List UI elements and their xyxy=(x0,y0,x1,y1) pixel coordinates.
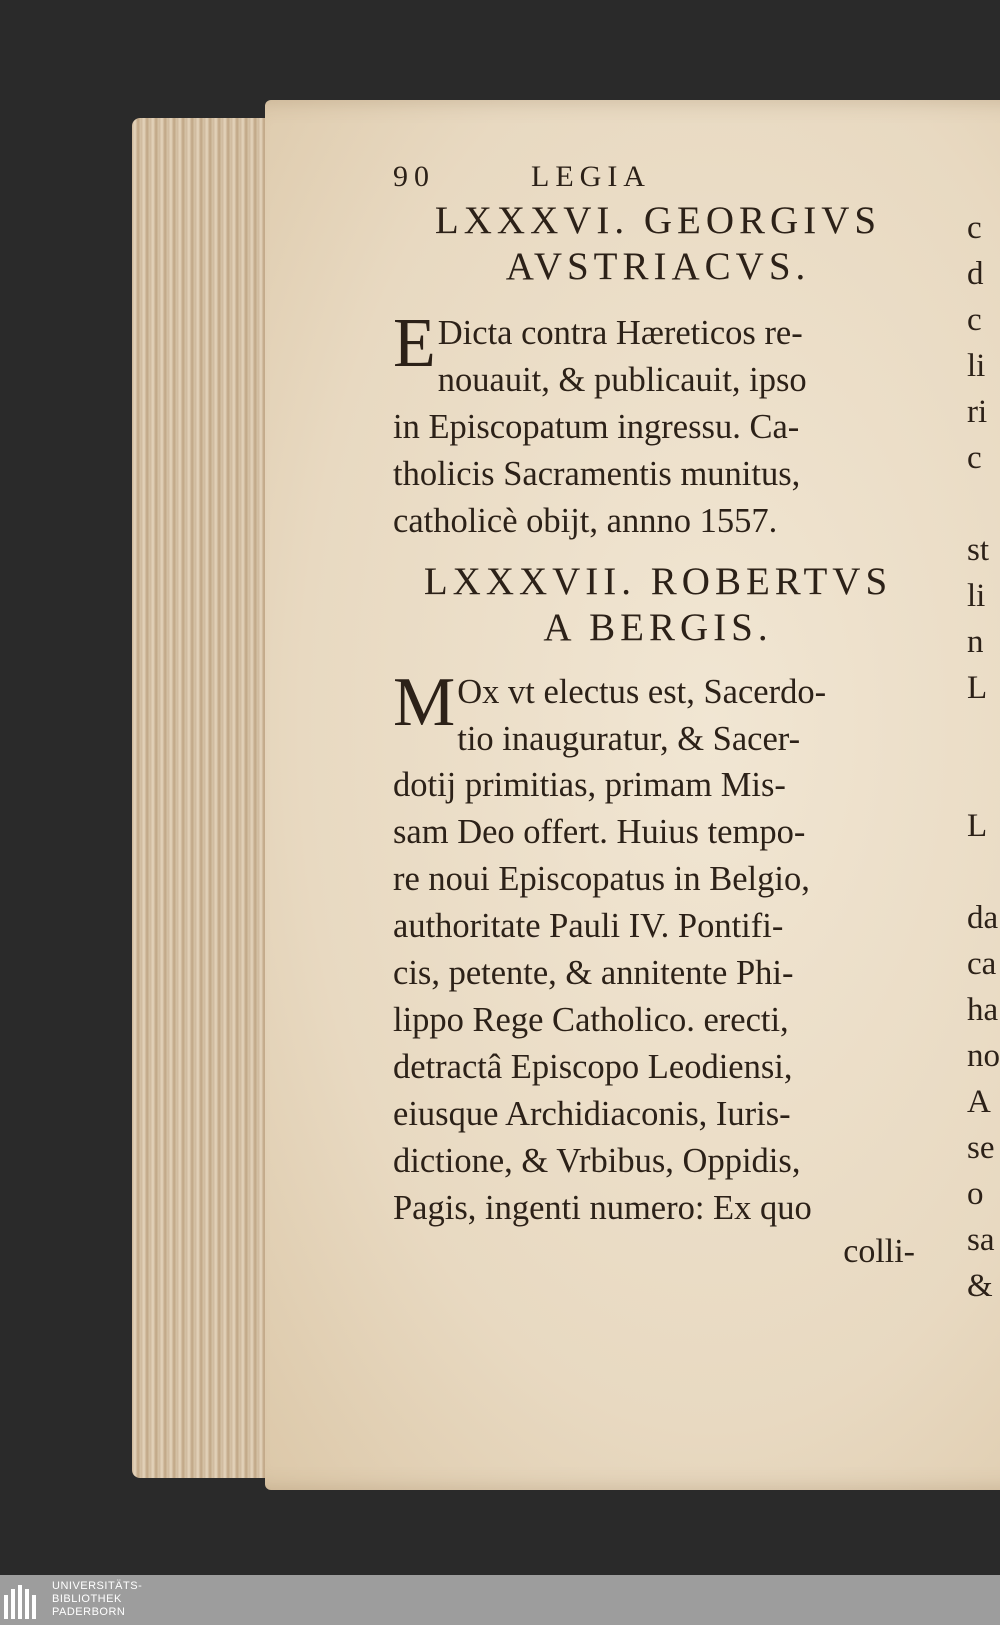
heading-line: LXXXVII. ROBERTVS xyxy=(423,559,893,603)
text-line: cis, petente, & annitente Phi- xyxy=(393,954,794,993)
heading-line: A BERGIS. xyxy=(543,605,773,649)
fragment: & xyxy=(967,1268,993,1304)
fragment: li xyxy=(967,578,986,614)
fragment: ha xyxy=(967,992,999,1028)
logo-line: UNIVERSITÄTS- xyxy=(52,1580,143,1592)
text-line: dotij primitias, primam Mis- xyxy=(393,766,786,805)
fragment: se xyxy=(967,1130,995,1166)
fragment: c xyxy=(967,302,982,338)
fragment xyxy=(967,711,1000,757)
fragment: L xyxy=(967,670,988,706)
page-edges xyxy=(132,118,272,1478)
fragment xyxy=(967,849,1000,895)
fragment: no xyxy=(967,1038,1000,1074)
library-logo-text xyxy=(52,1580,142,1619)
fragment: ca xyxy=(967,946,997,982)
running-head xyxy=(393,160,923,194)
entry-paragraph xyxy=(393,663,923,1232)
fragment: li xyxy=(967,348,986,384)
text-line: in Episcopatum ingressu. Ca- xyxy=(393,407,800,446)
entry-paragraph xyxy=(393,305,923,545)
text-line: Dicta contra Hæreticos re- xyxy=(437,314,803,353)
text-line: sam Deo offert. Huius tempo- xyxy=(393,813,806,852)
text-line: eiusque Archidiaconis, Iuris- xyxy=(393,1094,791,1133)
page-number: 90 xyxy=(393,160,435,193)
drop-initial: E xyxy=(393,305,436,383)
logo-line: PADERBORN xyxy=(52,1606,126,1618)
entry-heading xyxy=(393,198,923,290)
drop-initial: M xyxy=(393,663,456,741)
library-logo-icon xyxy=(4,1581,44,1619)
text-line: catholicè obijt, annno 1557. xyxy=(393,501,778,540)
fragment: st xyxy=(967,532,990,568)
running-title: LEGIA xyxy=(531,160,651,193)
text-line: detractâ Episcopo Leodiensi, xyxy=(393,1047,793,1086)
fragment: A xyxy=(967,1084,991,1120)
fragment: o xyxy=(967,1176,984,1212)
catchword: colli- xyxy=(843,1233,915,1271)
heading-line: AVSTRIACVS. xyxy=(505,245,811,289)
footer-bar xyxy=(0,1575,1000,1625)
page-text xyxy=(393,160,923,1271)
text-line: tio inauguratur, & Sacer- xyxy=(457,719,801,758)
text-line: Ox vt electus est, Sacerdo- xyxy=(457,672,827,711)
entry-heading xyxy=(393,559,923,651)
fragment xyxy=(967,481,1000,527)
heading-line: LXXXVI. GEORGIVS xyxy=(434,199,882,242)
fragment xyxy=(967,757,1000,803)
logo-line: BIBLIOTHEK xyxy=(52,1593,122,1605)
text-line: authoritate Pauli IV. Pontifi- xyxy=(393,907,784,946)
text-line: dictione, & Vrbibus, Oppidis, xyxy=(393,1141,801,1180)
fragment: sa xyxy=(967,1222,995,1258)
fragment: d xyxy=(967,256,984,292)
text-line: tholicis Sacramentis munitus, xyxy=(393,454,801,493)
entry-georgius xyxy=(393,198,923,545)
fragment: da xyxy=(967,900,999,936)
fragment: n xyxy=(967,624,984,660)
fragment: c xyxy=(967,210,982,246)
text-line: lippo Rege Catholico. erecti, xyxy=(393,1000,789,1039)
fragment: L xyxy=(967,808,988,844)
facing-page-fragments xyxy=(967,205,1000,1309)
text-line: re noui Episcopatus in Belgio, xyxy=(393,860,810,899)
text-line: nouauit, & publicauit, ipso xyxy=(437,360,807,399)
fragment: ri xyxy=(967,394,988,430)
text-line: Pagis, ingenti numero: Ex quo xyxy=(393,1188,812,1227)
fragment: c xyxy=(967,440,982,476)
entry-robertus xyxy=(393,559,923,1232)
